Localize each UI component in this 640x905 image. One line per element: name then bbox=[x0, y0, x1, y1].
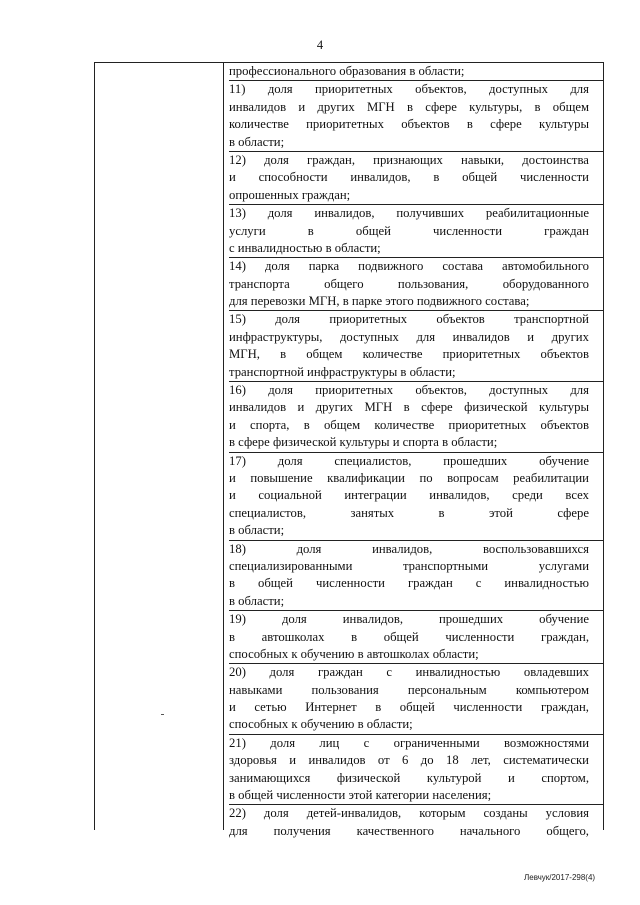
indicator-line: 12) доля граждан, признающих навыки, достоинства bbox=[229, 152, 589, 167]
indicator-line: и повышение квалификации по вопросам реабилитации bbox=[229, 470, 589, 485]
indicator-line: 14) доля парка подвижного состава автомобильного bbox=[229, 259, 589, 274]
indicator-line: 22) доля детей-инвалидов, которым созданы условия bbox=[229, 806, 589, 821]
indicator-line: 19) доля инвалидов, прошедших обучение bbox=[229, 612, 589, 627]
indicator-line: специализированными транспортными услугами bbox=[229, 558, 589, 573]
indicator-line: навыками пользования персональным компьютером bbox=[229, 682, 589, 697]
indicator-line: и спорта, в общем количестве приоритетных объектов bbox=[229, 417, 589, 432]
scan-mark bbox=[161, 714, 164, 715]
indicator-line: и сетью Интернет в общей численности граждан, bbox=[229, 700, 589, 715]
indicator-line: специалистов, занятых в этой сфере bbox=[229, 505, 589, 520]
indicator-line: в автошколах в общей численности граждан, bbox=[229, 629, 589, 644]
indicator-line: инвалидов и других МГН в сфере культуры, в общем bbox=[229, 99, 589, 114]
indicator-line: в сфере физической культуры и спорта в области; bbox=[229, 435, 498, 450]
indicator-item bbox=[229, 382, 604, 453]
indicator-line: 17) доля специалистов, прошедших обучение bbox=[229, 453, 589, 468]
indicator-line: в общей численности этой категории населения; bbox=[229, 788, 492, 803]
indicator-line: МГН, в общем количестве приоритетных объектов bbox=[229, 347, 589, 362]
indicator-line: 20) доля граждан с инвалидностью овладевших bbox=[229, 665, 589, 680]
indicator-line: способных к обучению в области; bbox=[229, 717, 413, 732]
page-number: 4 bbox=[316, 38, 324, 52]
indicator-line: в общей численности граждан с инвалидностью bbox=[229, 576, 589, 591]
indicator-line: инфраструктуры, доступных для инвалидов и других bbox=[229, 329, 589, 344]
indicator-item bbox=[229, 63, 604, 81]
indicator-item bbox=[229, 541, 604, 612]
indicator-item bbox=[229, 611, 604, 664]
indicator-line: профессионального образования в области; bbox=[229, 64, 465, 78]
indicator-line: опрошенных граждан; bbox=[229, 187, 351, 202]
indicator-line: 15) доля приоритетных объектов транспортной bbox=[229, 312, 589, 327]
indicator-line: количестве приоритетных объектов в сфере культуры bbox=[229, 117, 589, 132]
indicator-item bbox=[229, 664, 604, 735]
indicator-item bbox=[229, 311, 604, 382]
indicator-item bbox=[229, 258, 604, 311]
indicator-line: транспортной инфраструктуры в области; bbox=[229, 364, 456, 379]
document-code: Левчук/2017-298(4) bbox=[524, 873, 596, 882]
indicator-line: занимающихся физической культурой и спортом, bbox=[229, 770, 589, 785]
indicator-item bbox=[229, 152, 604, 205]
indicator-item bbox=[229, 81, 604, 152]
indicator-line: с инвалидностью в области; bbox=[229, 240, 381, 255]
indicator-line: транспорта общего пользования, оборудованного bbox=[229, 276, 589, 291]
indicator-line: 18) доля инвалидов, воспользовавшихся bbox=[229, 541, 589, 556]
column-divider bbox=[223, 63, 224, 830]
indicator-line: и социальной интеграции инвалидов, среди всех bbox=[229, 488, 589, 503]
indicator-line: здоровья и инвалидов от 6 до 18 лет, систематически bbox=[229, 753, 589, 768]
indicator-item bbox=[229, 735, 604, 806]
indicator-line: для получения качественного начального общего, bbox=[229, 823, 589, 838]
indicator-line: 16) доля приоритетных объектов, доступных для bbox=[229, 383, 589, 398]
indicator-item bbox=[229, 205, 604, 258]
indicator-line: 11) доля приоритетных объектов, доступных для bbox=[229, 82, 589, 97]
indicator-line: услуги в общей численности граждан bbox=[229, 223, 589, 238]
indicator-line: 21) доля лиц с ограниченными возможностями bbox=[229, 735, 589, 750]
indicator-line: в области; bbox=[229, 523, 285, 538]
indicator-line: и способности инвалидов, в общей численности bbox=[229, 170, 589, 185]
indicator-line: способных к обучению в автошколах области; bbox=[229, 646, 479, 661]
indicator-line: в области; bbox=[229, 134, 285, 149]
indicator-line: инвалидов и других МГН в сфере физической культуры bbox=[229, 400, 589, 415]
indicator-line: в области; bbox=[229, 593, 285, 608]
indicator-list bbox=[229, 63, 589, 838]
indicator-item bbox=[229, 805, 604, 840]
indicator-line: 13) доля инвалидов, получивших реабилитационные bbox=[229, 206, 589, 221]
indicator-line: для перевозки МГН, в парке этого подвижного состава; bbox=[229, 294, 530, 309]
indicator-item bbox=[229, 453, 604, 541]
